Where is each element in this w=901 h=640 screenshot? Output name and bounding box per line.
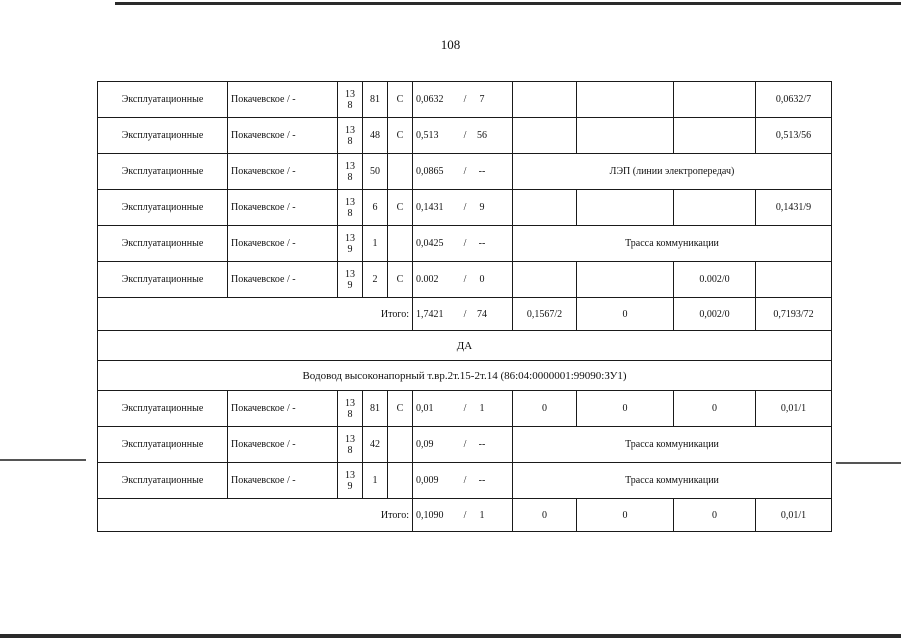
value-cell [513,190,577,226]
kvartal-bottom: 8 [347,408,353,420]
kvartal-bottom: 8 [347,207,353,219]
area-count-cell [413,118,513,154]
locality-cell: Покачевское / - [228,82,338,118]
area-value: 0,1431 [416,202,444,213]
kvartal-bottom: 9 [347,243,353,255]
value-cell: 0.002/0 [674,262,756,298]
area-count-cell [413,154,513,190]
area-value: 0,513 [416,130,439,141]
total-area-count: 74 [477,308,487,320]
summary-cell: 0,513/56 [756,118,832,154]
area-value: 0,0865 [416,166,444,177]
table-row [98,190,832,226]
area-count: 9 [479,202,485,213]
kvartal-cell [338,190,363,226]
usage-type-cell: Эксплуатационные [98,427,228,463]
scan-right-mark [836,462,901,464]
area-value: 0,0425 [416,238,444,249]
total-label: Итого: [98,298,413,331]
kvartal-bottom: 8 [347,171,353,183]
locality-cell: Покачевское / - [228,190,338,226]
area-count: -- [478,166,486,177]
total-value-2: 0 [577,298,674,331]
kvartal-bottom: 8 [347,135,353,147]
plot-number-cell: 42 [363,427,388,463]
table-row [98,82,832,118]
area-count: 56 [477,130,487,141]
kvartal-top: 13 [345,160,355,172]
purpose-merged-cell: Трасса коммуникации [513,226,832,262]
kvartal-top: 13 [345,469,355,481]
category-cell: С [388,391,413,427]
kvartal-top: 13 [345,196,355,208]
category-cell: С [388,118,413,154]
value-cell [577,190,674,226]
kvartal-top: 13 [345,268,355,280]
plot-number-cell: 1 [363,463,388,499]
total-label: Итого: [98,499,413,532]
table-row [98,226,832,262]
table-row [98,118,832,154]
total-value-3: 0 [674,499,756,532]
kvartal-cell [338,463,363,499]
usage-type-cell: Эксплуатационные [98,154,228,190]
locality-cell: Покачевское / - [228,118,338,154]
area-value: 0,0632 [416,94,444,105]
total-value-3: 0,002/0 [674,298,756,331]
total-area-cell [413,298,513,331]
total-value-2: 0 [577,499,674,532]
usage-type-cell: Эксплуатационные [98,118,228,154]
area-value: 0,09 [416,439,434,450]
kvartal-cell [338,427,363,463]
area-count-cell [413,82,513,118]
total-area-cell [413,499,513,532]
value-cell [674,82,756,118]
area-separator: / [463,238,467,249]
locality-cell: Покачевское / - [228,463,338,499]
total-area-separator: / [463,509,467,521]
kvartal-cell [338,82,363,118]
scan-left-mark [0,459,86,461]
kvartal-top: 13 [345,232,355,244]
category-cell [388,154,413,190]
area-count-cell [413,262,513,298]
kvartal-cell [338,154,363,190]
scan-top-line [115,2,901,5]
category-cell [388,226,413,262]
land-plot-table [97,81,832,532]
kvartal-bottom: 9 [347,279,353,291]
section-da-row [98,331,832,361]
area-count-cell [413,190,513,226]
value-cell: 0 [513,391,577,427]
area-separator: / [463,439,467,450]
section-title: Водовод высоконапорный т.вр.2т.15-2т.14 (86:04:0000001:99090:ЗУ1) [98,361,832,391]
area-count: 0 [479,274,485,285]
purpose-merged-cell: Трасса коммуникации [513,427,832,463]
area-count: -- [478,439,486,450]
total-area-value: 0,1090 [416,509,444,521]
table-row [98,391,832,427]
locality-cell: Покачевское / - [228,226,338,262]
total-area-value: 1,7421 [416,308,444,320]
area-value: 0.002 [416,274,439,285]
section-da: ДА [98,331,832,361]
category-cell: С [388,82,413,118]
value-cell [577,262,674,298]
area-count-cell [413,427,513,463]
plot-number-cell: 81 [363,82,388,118]
plot-number-cell: 2 [363,262,388,298]
category-cell: С [388,190,413,226]
locality-cell: Покачевское / - [228,427,338,463]
plot-number-cell: 1 [363,226,388,262]
locality-cell: Покачевское / - [228,391,338,427]
kvartal-cell [338,226,363,262]
area-count: 7 [479,94,485,105]
value-cell [674,118,756,154]
value-cell: 0 [674,391,756,427]
kvartal-top: 13 [345,433,355,445]
total-value-1: 0,1567/2 [513,298,577,331]
usage-type-cell: Эксплуатационные [98,463,228,499]
area-value: 0,009 [416,475,439,486]
area-separator: / [463,94,467,105]
usage-type-cell: Эксплуатационные [98,391,228,427]
value-cell [577,82,674,118]
usage-type-cell: Эксплуатационные [98,226,228,262]
purpose-merged-cell: Трасса коммуникации [513,463,832,499]
value-cell [513,262,577,298]
kvartal-top: 13 [345,124,355,136]
table-row [98,427,832,463]
area-count: 1 [479,403,485,414]
summary-cell: 0,01/1 [756,391,832,427]
value-cell [577,118,674,154]
area-separator: / [463,475,467,486]
total-value-4: 0,01/1 [756,499,832,532]
locality-cell: Покачевское / - [228,262,338,298]
total-row [98,298,832,331]
category-cell [388,463,413,499]
kvartal-top: 13 [345,88,355,100]
table-row [98,154,832,190]
usage-type-cell: Эксплуатационные [98,190,228,226]
area-count-cell [413,226,513,262]
usage-type-cell: Эксплуатационные [98,262,228,298]
purpose-merged-cell: ЛЭП (линии электропередач) [513,154,832,190]
kvartal-cell [338,118,363,154]
summary-cell: 0,0632/7 [756,82,832,118]
kvartal-bottom: 8 [347,99,353,111]
total-value-1: 0 [513,499,577,532]
plot-number-cell: 50 [363,154,388,190]
area-count-cell [413,391,513,427]
table-body [98,82,832,532]
section-title-row [98,361,832,391]
page-number: 108 [440,37,461,52]
locality-cell: Покачевское / - [228,154,338,190]
total-value-4: 0,7193/72 [756,298,832,331]
total-row [98,499,832,532]
area-count: -- [478,475,486,486]
plot-number-cell: 48 [363,118,388,154]
kvartal-cell [338,391,363,427]
area-separator: / [463,166,467,177]
value-cell [513,118,577,154]
value-cell: 0 [577,391,674,427]
summary-cell: 0,1431/9 [756,190,832,226]
value-cell [674,190,756,226]
area-count: -- [478,238,486,249]
plot-number-cell: 6 [363,190,388,226]
kvartal-cell [338,262,363,298]
summary-cell [756,262,832,298]
table-row [98,262,832,298]
table-row [98,463,832,499]
category-cell: С [388,262,413,298]
area-separator: / [463,403,467,414]
area-separator: / [463,202,467,213]
area-value: 0,01 [416,403,434,414]
scan-bottom-line [0,634,901,638]
area-count-cell [413,463,513,499]
total-area-separator: / [463,308,467,320]
value-cell [513,82,577,118]
area-separator: / [463,274,467,285]
area-separator: / [463,130,467,141]
category-cell [388,427,413,463]
total-area-count: 1 [479,509,485,521]
kvartal-bottom: 9 [347,480,353,492]
usage-type-cell: Эксплуатационные [98,82,228,118]
kvartal-bottom: 8 [347,444,353,456]
kvartal-top: 13 [345,397,355,409]
plot-number-cell: 81 [363,391,388,427]
